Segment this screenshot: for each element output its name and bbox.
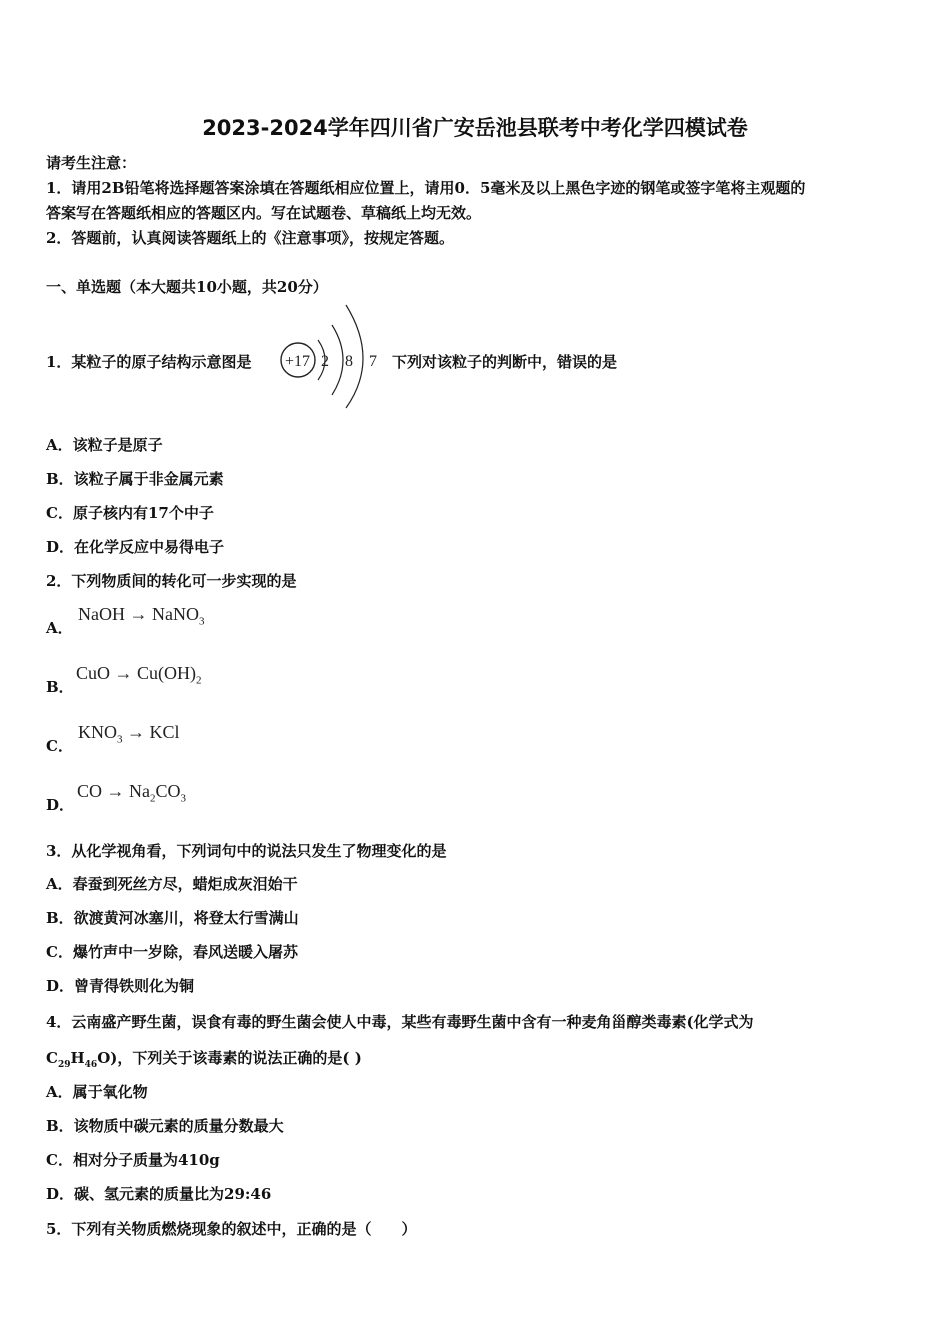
q2-option-a-letter: A． bbox=[46, 619, 73, 637]
q2-option-c-letter: C． bbox=[46, 737, 73, 755]
q3-stem: 3．从化学视角看，下列词句中的说法只发生了物理变化的是 bbox=[46, 842, 447, 860]
shell-electrons-1: 2 bbox=[321, 353, 329, 370]
q4-option-d: D．碳、氢元素的质量比为29:46 bbox=[46, 1185, 272, 1203]
nucleus-charge: +17 bbox=[285, 353, 311, 370]
q4-stem-line-1: 4．云南盛产野生菌，误食有毒的野生菌会使人中毒，某些有毒野生菌中含有一种麦角甾醇类毒素(化学式为 bbox=[46, 1013, 754, 1031]
q1-stem-before: 1．某粒子的原子结构示意图是 bbox=[46, 353, 252, 371]
q1-stem-after: 下列对该粒子的判断中，错误的是 bbox=[392, 353, 618, 371]
q2-option-d-letter: D． bbox=[46, 796, 75, 814]
notice-line-1b: 答案写在答题纸相应的答题区内。写在试题卷、草稿纸上均无效。 bbox=[46, 204, 482, 222]
q3-option-b: B．欲渡黄河冰塞川，将登太行雪满山 bbox=[46, 909, 299, 927]
q3-option-a: A．春蚕到死丝方尽，蜡炬成灰泪始干 bbox=[46, 875, 298, 893]
shell-electrons-2: 8 bbox=[345, 353, 353, 370]
notice-line-2: 2．答题前，认真阅读答题纸上的《注意事项》，按规定答题。 bbox=[46, 229, 454, 247]
q1-option-c: C．原子核内有17个中子 bbox=[46, 504, 214, 522]
q4-option-b: B．该物质中碳元素的质量分数最大 bbox=[46, 1117, 284, 1135]
notice-line-1a: 1．请用2B铅笔将选择题答案涂填在答题纸相应位置上，请用0．5毫米及以上黑色字迹的钢笔或签字笔将主观题的 bbox=[46, 179, 806, 197]
q1-option-a: A．该粒子是原子 bbox=[46, 436, 163, 454]
q1-option-d: D．在化学反应中易得电子 bbox=[46, 538, 225, 556]
q5-stem: 5．下列有关物质燃烧现象的叙述中，正确的是（ ） bbox=[46, 1220, 417, 1238]
q3-option-c: C．爆竹声中一岁除，春风送暖入屠苏 bbox=[46, 943, 298, 961]
atom-structure-diagram bbox=[272, 300, 392, 410]
q2-option-b-letter: B． bbox=[46, 678, 74, 696]
q3-option-d: D．曾青得铁则化为铜 bbox=[46, 977, 195, 995]
q2-stem: 2．下列物质间的转化可一步实现的是 bbox=[46, 572, 297, 590]
q1-option-b: B．该粒子属于非金属元素 bbox=[46, 470, 224, 488]
shell-electrons-3: 7 bbox=[369, 353, 377, 370]
shell-arc-2 bbox=[332, 325, 343, 395]
notice-heading: 请考生注意： bbox=[46, 154, 137, 172]
section-heading: 一、单选题（本大题共10小题，共20分） bbox=[46, 278, 328, 296]
page-title: 2023-2024学年四川省广安岳池县联考中考化学四模试卷 bbox=[202, 116, 748, 140]
q4-option-a: A．属于氧化物 bbox=[46, 1083, 148, 1101]
q2-option-b-formula: CuO → $Cu(OH)_2$ bbox=[76, 663, 202, 687]
q2-option-a-formula: NaOH → NaNO$_3$ bbox=[78, 604, 205, 628]
q2-option-c-formula: $KNO_3$ → KCl bbox=[78, 722, 180, 746]
q4-stem-line-2: $C_{29}H_{46}O$)，下列关于该毒素的说法正确的是( ) bbox=[46, 1049, 362, 1070]
q2-option-d-formula: CO → $Na_2CO_3$ bbox=[77, 781, 187, 805]
q4-formula: $C_{29}H_{46}O$) bbox=[46, 1049, 118, 1070]
q4-option-c: C．相对分子质量为410g bbox=[46, 1151, 220, 1169]
